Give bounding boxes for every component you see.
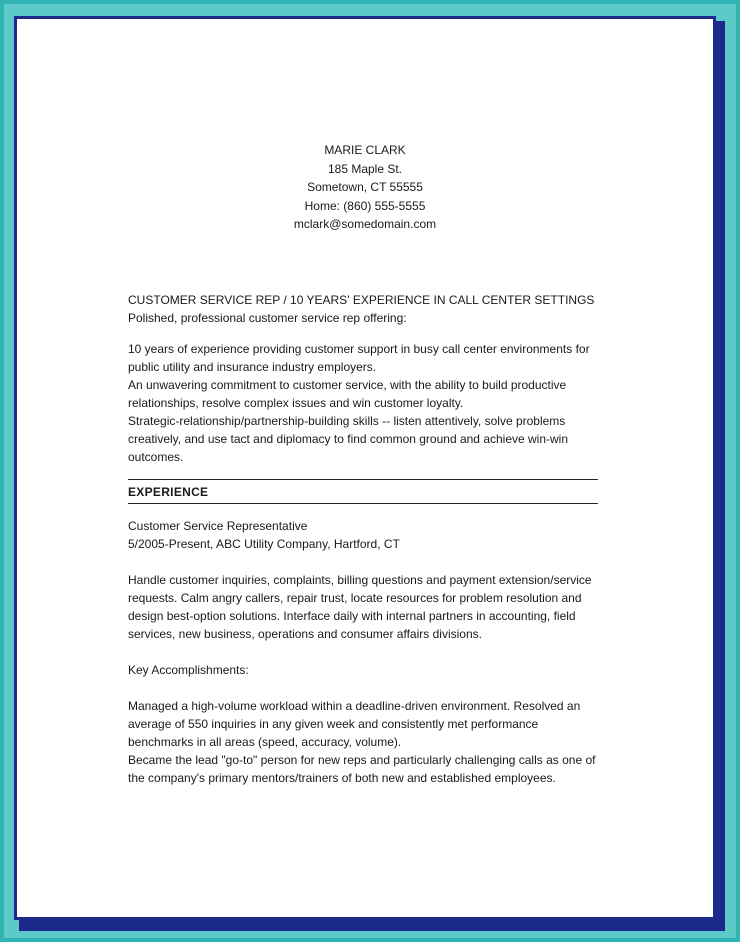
city-state-zip: Sometown, CT 55555	[307, 180, 423, 194]
phone-number: Home: (860) 555-5555	[304, 198, 426, 213]
summary-point: Strategic-relationship/partnership-building skills -- listen attentively, solve problems creatively, and use tact and diplomacy to find common ground and achieve win-win outcomes.	[128, 414, 569, 464]
candidate-name: MARIE CLARK	[324, 143, 406, 157]
street-address: 185 Maple St.	[327, 161, 403, 176]
job-title: Customer Service Representative	[128, 519, 308, 533]
resume-body	[128, 291, 598, 787]
accomplishments-label: Key Accomplishments:	[128, 663, 249, 677]
experience-heading: EXPERIENCE	[128, 485, 209, 499]
contact-header	[17, 141, 713, 234]
summary-point: 10 years of experience providing customer support in busy call center environments for public utility and insurance industry employers.	[128, 342, 590, 374]
summary-intro: Polished, professional customer service rep offering:	[128, 311, 407, 325]
summary-point: An unwavering commitment to customer service, with the ability to build productive relationships, resolve complex issues and win customer loyalty.	[128, 378, 567, 410]
email-address: mclark@somedomain.com	[293, 217, 437, 231]
job-dates-company: 5/2005-Present, ABC Utility Company, Hartford, CT	[128, 537, 400, 551]
accomplishment-item: Became the lead "go-to" person for new reps and particularly challenging calls as one of the company's primary mentors/trainers of both new and established employees.	[128, 753, 596, 785]
summary-headline: CUSTOMER SERVICE REP / 10 YEARS' EXPERIENCE IN CALL CENTER SETTINGS	[128, 293, 595, 307]
section-divider-bottom	[128, 503, 598, 504]
resume-page	[14, 16, 716, 920]
job-description: Handle customer inquiries, complaints, billing questions and payment extension/service requests. Calm angry callers, repair trust, locate resources for problem resolution and design best-option solutions. Interface daily with internal partners in accounting, field services, new business, operations and consumer affairs divisions.	[128, 573, 592, 641]
accomplishment-item: Managed a high-volume workload within a deadline-driven environment. Resolved an average of 550 inquiries in any given week and consistently met performance benchmarks in all areas (speed, accuracy, volume).	[128, 699, 581, 749]
